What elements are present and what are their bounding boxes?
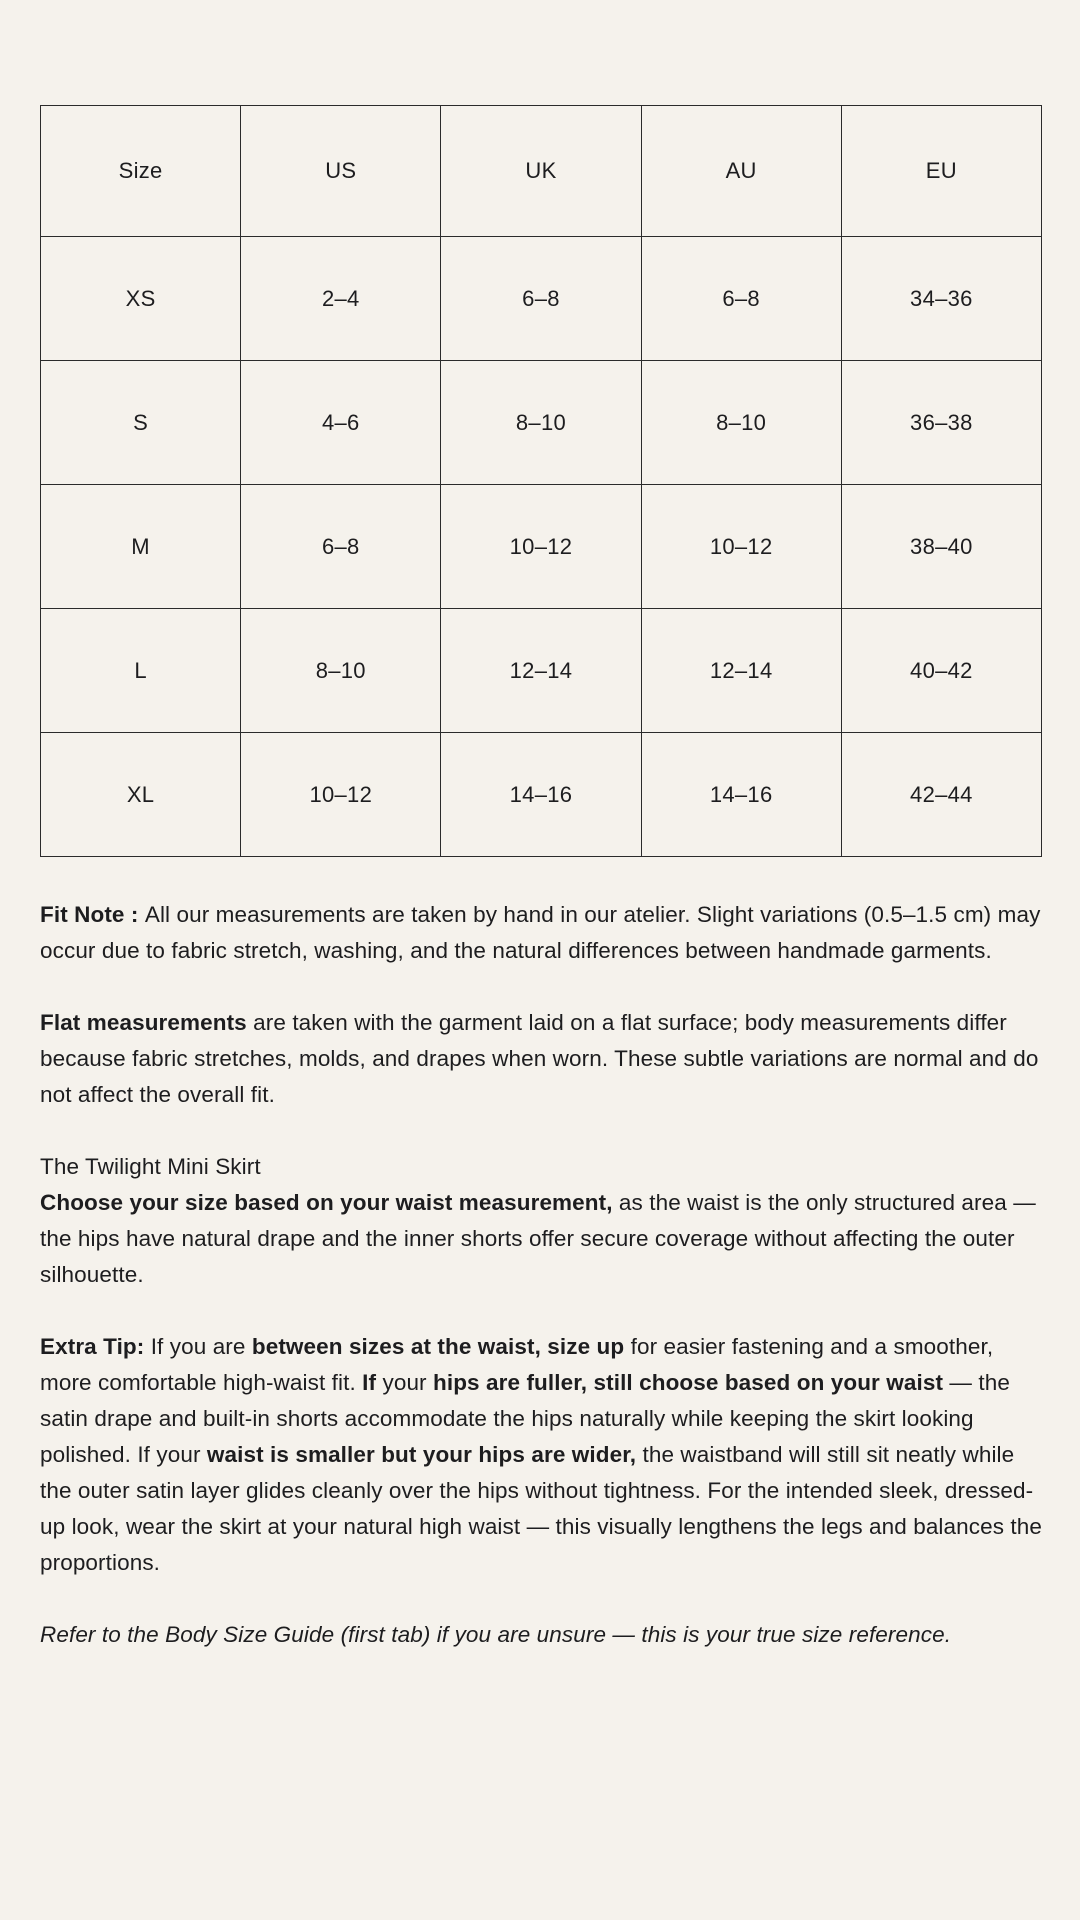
extra-tip-note-segment: If (362, 1370, 377, 1395)
size-chart-cell: XL (41, 733, 241, 857)
size-chart-cell: 12–14 (441, 609, 641, 733)
flat-measurements-note-segment: are taken with the garment laid on a flat surface; body measurements differ because fabric stretches, molds, and drapes when worn. These subtle variations are normal and do not affect the overall fit. (40, 1010, 1039, 1107)
size-chart-cell: 12–14 (641, 609, 841, 733)
product-sizing-note-segment: The Twilight Mini Skirt (40, 1154, 261, 1179)
flat-measurements-note-segment: Flat measurements (40, 1010, 247, 1035)
extra-tip-note-segment: waist is smaller but your hips are wider, (206, 1442, 637, 1467)
size-chart-cell: 6–8 (441, 237, 641, 361)
body-size-guide-reference-segment: Refer to the Body Size Guide (first tab) if you are unsure — this is your true size reference. (40, 1622, 952, 1647)
size-chart-row (41, 237, 1042, 361)
fit-notes-section (40, 897, 1044, 1653)
size-chart-cell: 40–42 (841, 609, 1041, 733)
size-chart-header-row (41, 106, 1042, 237)
size-chart-column-header: EU (841, 106, 1041, 237)
body-size-guide-reference (40, 1617, 1044, 1653)
size-chart-cell: XS (41, 237, 241, 361)
size-chart-cell: 6–8 (241, 485, 441, 609)
size-chart-cell: 8–10 (641, 361, 841, 485)
extra-tip-note-segment: hips are fuller, still choose based on your waist (433, 1370, 944, 1395)
size-chart-header (41, 106, 1042, 237)
fit-note-segment: All our measurements are taken by hand in our atelier. Slight variations (0.5–1.5 cm) may occur due to fabric stretch, washing, and the natural differences between handmade garments. (40, 902, 1041, 963)
size-chart-cell: 14–16 (641, 733, 841, 857)
size-chart-column-header: Size (41, 106, 241, 237)
size-chart-row (41, 609, 1042, 733)
size-chart-column-header: US (241, 106, 441, 237)
extra-tip-note-segment: the waistband will still sit neatly while the outer satin layer glides cleanly over the hips without tightness. For the intended sleek, dressed-up look, wear the skirt at your natural high waist — this visually lengthens the legs and balances the proportions. (40, 1442, 1043, 1575)
size-chart-column-header: AU (641, 106, 841, 237)
product-sizing-note-segment: Choose your size based on your waist measurement, (40, 1190, 613, 1215)
size-chart-cell: 10–12 (641, 485, 841, 609)
product-sizing-note-segment: as the waist is the only structured area — the hips have natural drape and the inner shorts offer secure coverage without affecting the outer silhouette. (40, 1190, 1036, 1287)
size-chart-cell: 42–44 (841, 733, 1041, 857)
size-chart-cell: 34–36 (841, 237, 1041, 361)
size-chart-cell: L (41, 609, 241, 733)
size-chart-row (41, 733, 1042, 857)
extra-tip-note-segment: Extra Tip: (40, 1334, 145, 1359)
fit-note (40, 897, 1044, 969)
size-chart-column-header: UK (441, 106, 641, 237)
size-chart-row (41, 485, 1042, 609)
size-chart-cell: 2–4 (241, 237, 441, 361)
size-chart-cell: 10–12 (441, 485, 641, 609)
size-chart-cell: M (41, 485, 241, 609)
size-chart-body (41, 237, 1042, 857)
size-chart-cell: 4–6 (241, 361, 441, 485)
size-chart-cell: 6–8 (641, 237, 841, 361)
extra-tip-note (40, 1329, 1044, 1581)
size-chart-cell: 8–10 (241, 609, 441, 733)
fit-note-segment: Fit Note : (40, 902, 145, 927)
size-chart-row (41, 361, 1042, 485)
size-chart-cell: 38–40 (841, 485, 1041, 609)
size-chart-table (40, 105, 1042, 857)
extra-tip-note-segment: If you are (144, 1334, 252, 1359)
size-chart-cell: 14–16 (441, 733, 641, 857)
extra-tip-note-segment: — the satin drape and built-in shorts accommodate the hips naturally while keeping the skirt looking polished. If your (40, 1370, 1010, 1467)
size-chart-cell: S (41, 361, 241, 485)
extra-tip-note-segment: your (376, 1370, 433, 1395)
size-chart-cell: 10–12 (241, 733, 441, 857)
extra-tip-note-segment: for easier fastening and a smoother, more comfortable high-waist fit. (40, 1334, 994, 1395)
extra-tip-note-segment: between sizes at the waist, size up (251, 1334, 625, 1359)
size-chart-cell: 8–10 (441, 361, 641, 485)
flat-measurements-note (40, 1005, 1044, 1113)
size-chart-cell: 36–38 (841, 361, 1041, 485)
product-sizing-note (40, 1149, 1044, 1293)
